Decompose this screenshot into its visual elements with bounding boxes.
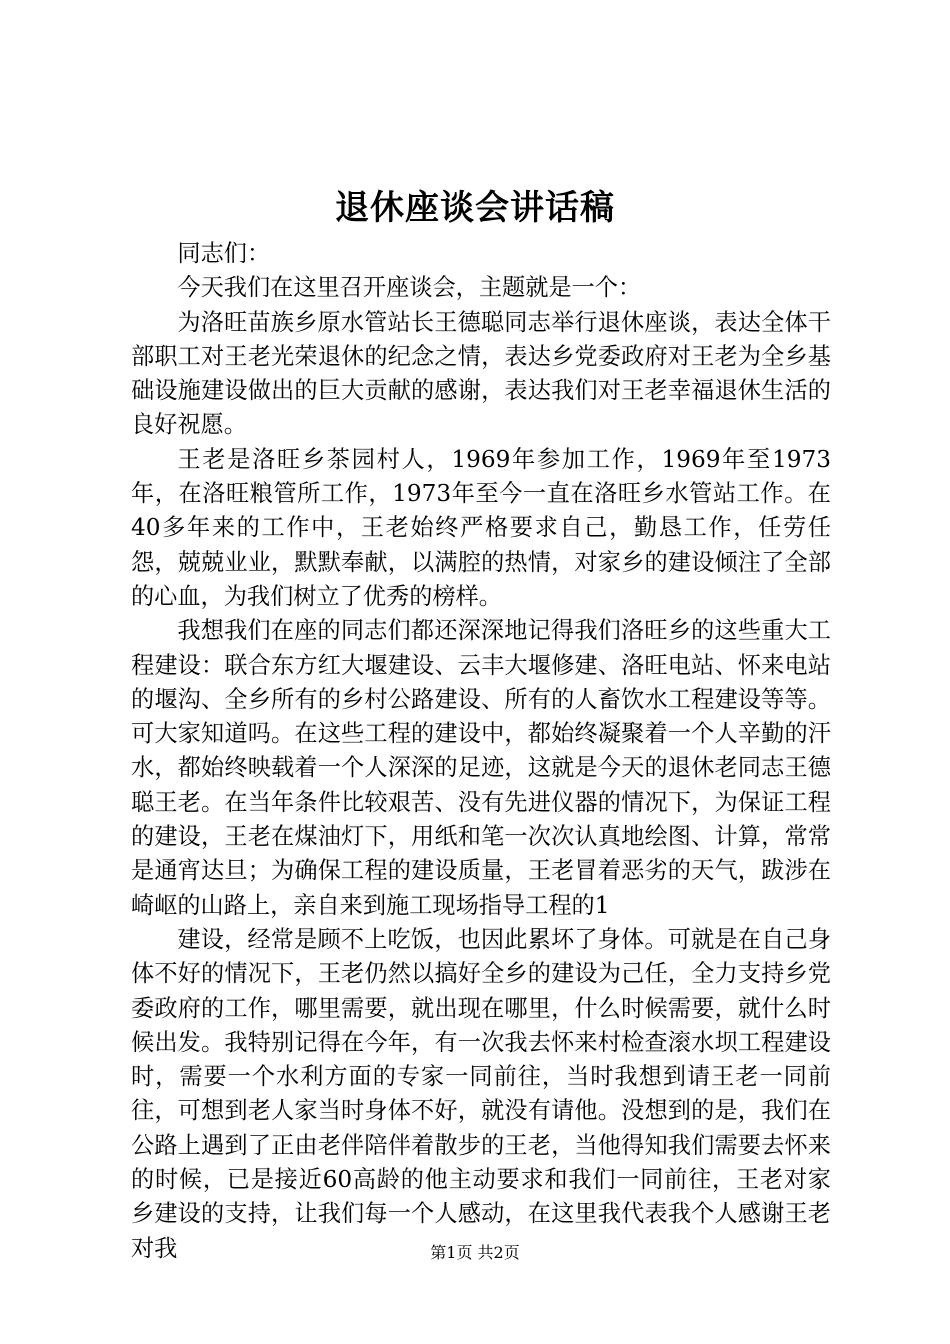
document-body [131,237,831,1266]
paragraph-projects: 我想我们在座的同志们都还深深地记得我们洛旺乡的这些重大工程建设：联合东方红大堰建设、云丰大堰修建、洛旺电站、怀来电站的堰沟、全乡所有的乡村公路建设、所有的人畜饮水工程建设等等。可大家知道吗。在这些工程的建设中，都始终凝聚着一个人辛勤的汗水，都始终映载着一个人深深的足迹，这就是今天的退休老同志王德聪王老。在当年条件比较艰苦、没有先进仪器的情况下，为保证工程的建设，王老在煤油灯下，用纸和笔一次次认真地绘图、计算，常常是通宵达旦；为确保工程的建设质量，王老冒着恶劣的天气，跋涉在崎岖的山路上，亲自来到施工现场指导工程的1 [131,617,831,919]
page-number-footer: 第1页 共2页 [430,1243,520,1262]
paragraph-biography: 王老是洛旺乡茶园村人，1969年参加工作，1969年至1973年，在洛旺粮管所工作，1973年至今一直在洛旺乡水管站工作。在40多年来的工作中，王老始终严格要求自己，勤恳工作，任劳任怨，兢兢业业，默默奉献，以满腔的热情，对家乡的建设倾注了全部的心血，为我们树立了优秀的榜样。 [131,445,831,610]
paragraph-dedication: 建设，经常是顾不上吃饭，也因此累坏了身体。可就是在自己身体不好的情况下，王老仍然以搞好全乡的建设为己任，全力支持乡党委政府的工作，哪里需要，就出现在哪里，什么时候需要，就什么时候出发。我特别记得在今年，有一次我去怀来村检查滚水坝工程建设时，需要一个水利方面的专家一同前往，当时我想到请王老一同前往，可想到老人家当时身体不好，就没有请他。没想到的是，我们在公路上遇到了正由老伴陪伴着散步的王老，当他得知我们需要去怀来的时候，已是接近60高龄的他主动要求和我们一同前往，王老对家乡建设的支持，让我们每一个人感动，在这里我代表我个人感谢王老对我 [131,925,831,1262]
paragraph-purpose: 为洛旺苗族乡原水管站长王德聪同志举行退休座谈，表达全体干部职工对王老光荣退休的纪念之情，表达乡党委政府对王老为全乡基础设施建设做出的巨大贡献的感谢，表达我们对王老幸福退休生活的良好祝愿。 [131,308,831,439]
document-title: 退休座谈会讲话稿 [335,188,615,228]
paragraph-salutation: 同志们： [177,240,271,267]
paragraph-intro: 今天我们在这里召开座谈会，主题就是一个： [177,274,642,302]
